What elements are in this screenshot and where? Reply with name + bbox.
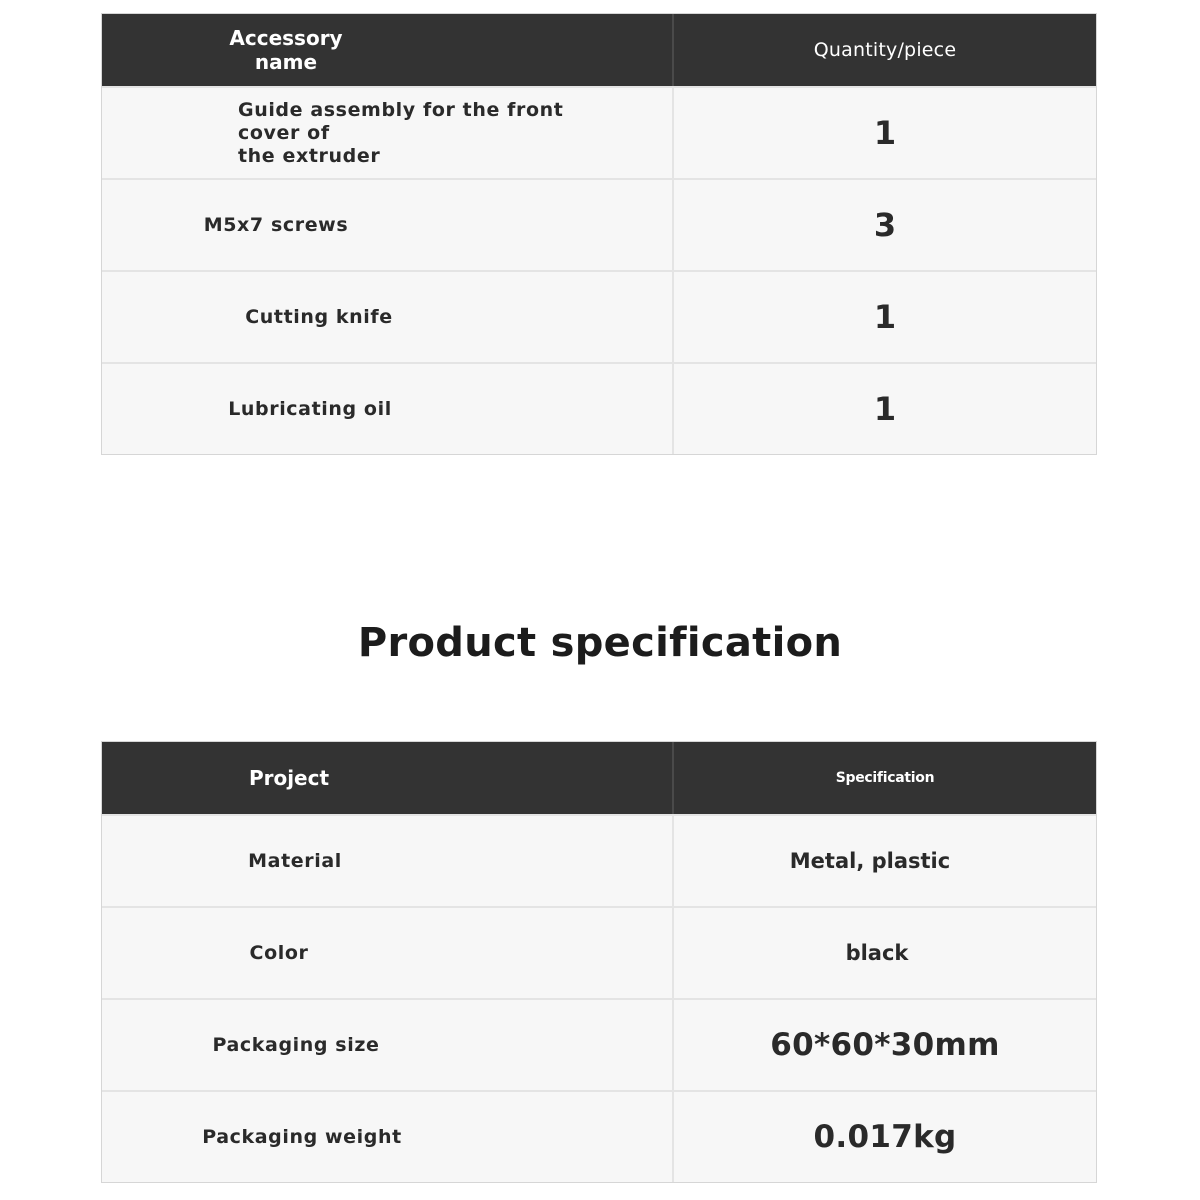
section-title: Product specification: [357, 620, 843, 666]
spec-header-label: Specification: [835, 770, 935, 786]
table-row: [102, 906, 1096, 998]
accessory-name-cell: [102, 180, 674, 270]
project-label: Packaging size: [212, 1034, 380, 1056]
spec-value: 60*60*30mm: [770, 1027, 1000, 1063]
quantity-column-header: [674, 14, 1096, 86]
accessory-name-label: M5x7 screws: [203, 214, 349, 236]
table-row: [102, 178, 1096, 270]
quantity-header-label: Quantity/piece: [813, 39, 957, 61]
accessory-table: [101, 13, 1097, 455]
accessory-name-header-line1: Accessory: [229, 26, 343, 50]
accessory-name-label: Cutting knife: [245, 306, 393, 328]
table-row: [102, 814, 1096, 906]
table-row: [102, 86, 1096, 178]
spec-table-header: [102, 742, 1096, 814]
project-label: Packaging weight: [202, 1126, 402, 1148]
spec-table: [101, 741, 1097, 1183]
table-row: [102, 1090, 1096, 1182]
spec-value: Metal, plastic: [789, 849, 951, 873]
table-row: [102, 270, 1096, 362]
project-column-header: [102, 742, 674, 814]
spec-cell: [674, 816, 1096, 906]
accessory-name-cell: [102, 364, 674, 454]
accessory-name-column-header: [102, 14, 674, 86]
accessory-qty-cell: 1: [873, 390, 897, 428]
spec-column-header: [674, 742, 1096, 814]
accessory-name-label: Lubricating oil: [228, 398, 392, 420]
spec-value: 0.017kg: [813, 1119, 957, 1155]
table-row: [102, 362, 1096, 454]
project-cell: [102, 1092, 674, 1182]
project-header-label: Project: [248, 766, 330, 790]
accessory-qty-cell: 1: [873, 298, 897, 336]
accessory-name-cell: [102, 88, 674, 178]
project-label: Material: [248, 850, 342, 872]
spec-cell: [674, 908, 1096, 998]
accessory-name-header-line2: name: [254, 50, 318, 74]
project-cell: [102, 908, 674, 998]
accessory-name-cell: [102, 272, 674, 362]
project-cell: [102, 816, 674, 906]
table-row: [102, 998, 1096, 1090]
accessory-qty-cell: 1: [873, 114, 897, 152]
spec-cell: [674, 1000, 1096, 1090]
accessory-table-header: [102, 14, 1096, 86]
accessory-name-line1: Guide assembly for the front cover of: [238, 98, 564, 144]
accessory-qty-cell: 3: [873, 206, 897, 244]
project-cell: [102, 1000, 674, 1090]
spec-cell: [674, 1092, 1096, 1182]
project-label: Color: [249, 942, 309, 964]
spec-value: black: [845, 941, 909, 965]
accessory-name-line2: the extruder: [238, 144, 381, 167]
